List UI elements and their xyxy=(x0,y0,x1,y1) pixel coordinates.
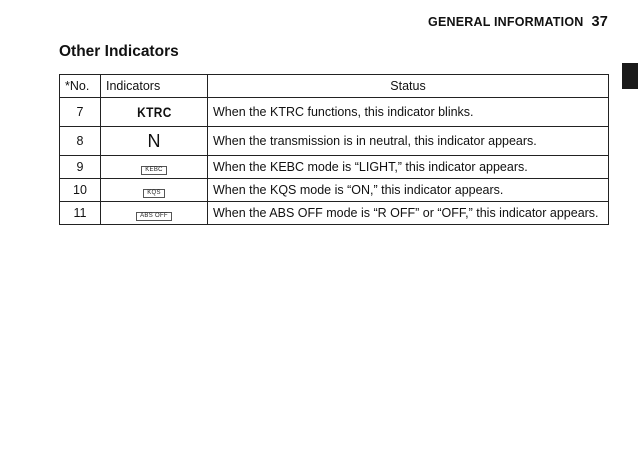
abs-off-indicator-icon: ABS OFF xyxy=(136,212,172,221)
row-status: When the transmission is in neutral, this indicator appears. xyxy=(208,127,609,156)
row-number: 7 xyxy=(60,98,101,127)
row-number: 8 xyxy=(60,127,101,156)
page-number: 37 xyxy=(591,14,608,30)
kqs-indicator-icon: KQS xyxy=(143,189,165,198)
row-status: When the KQS mode is “ON,” this indicator appears. xyxy=(208,179,609,202)
row-number: 10 xyxy=(60,179,101,202)
running-header xyxy=(428,14,608,30)
running-header-section: GENERAL INFORMATION xyxy=(428,15,584,29)
column-header-status: Status xyxy=(208,75,609,98)
indicators-table xyxy=(59,74,609,225)
row-status: When the ABS OFF mode is “R OFF” or “OFF,” this indicator appears. xyxy=(208,202,609,225)
chapter-tab xyxy=(622,63,638,89)
section-title: Other Indicators xyxy=(59,43,179,60)
table-header-row xyxy=(60,75,609,98)
column-header-indicators: Indicators xyxy=(101,75,208,98)
kebc-indicator-icon: KEBC xyxy=(141,166,167,175)
ktrc-indicator-icon: KTRC xyxy=(136,104,172,120)
table-row xyxy=(60,156,609,179)
column-header-no: *No. xyxy=(60,75,101,98)
table-row xyxy=(60,202,609,225)
row-status: When the KEBC mode is “LIGHT,” this indicator appears. xyxy=(208,156,609,179)
table-row xyxy=(60,127,609,156)
table-row xyxy=(60,179,609,202)
row-number: 9 xyxy=(60,156,101,179)
row-status: When the KTRC functions, this indicator blinks. xyxy=(208,98,609,127)
table-row xyxy=(60,98,609,127)
neutral-indicator-icon: N xyxy=(147,131,161,151)
row-number: 11 xyxy=(60,202,101,225)
